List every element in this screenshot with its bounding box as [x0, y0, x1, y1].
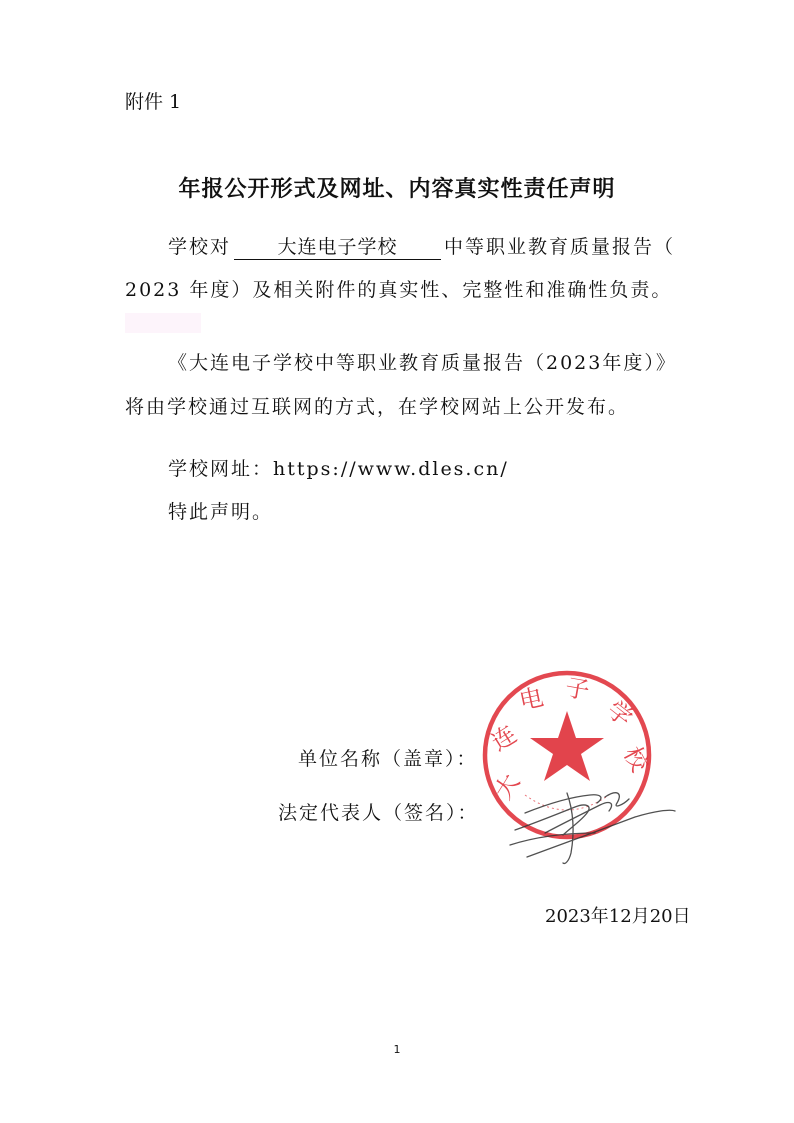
unit-name-label: 单位名称（盖章）：	[298, 748, 478, 770]
attachment-label: 附件 1	[125, 91, 182, 113]
seal-char: 大	[488, 769, 526, 805]
school-website: 学校网址：https://www.dles.cn/	[168, 458, 509, 480]
seal-char: 连	[486, 719, 522, 757]
paragraph-2-line-2: 将由学校通过互联网的方式，在学校网站上公开发布。	[125, 396, 630, 418]
page-title: 年报公开形式及网址、内容真实性责任声明	[178, 176, 616, 202]
paragraph-1-line-2: 2023 年度）及相关附件的真实性、完整性和准确性负责。	[125, 279, 673, 301]
seal-char: 学	[601, 695, 639, 733]
seal-char: 电	[516, 682, 546, 716]
paragraph-1-line-1	[168, 232, 675, 260]
school-name-field: 大连电子学校	[234, 232, 441, 260]
seal-char: 校	[618, 742, 655, 777]
legal-rep-label: 法定代表人（签名）：	[278, 802, 479, 824]
paragraph-2-line-1: 《大连电子学校中等职业教育质量报告（2023年度）》	[168, 352, 677, 374]
faint-mark	[125, 313, 201, 333]
signature-icon	[505, 775, 680, 870]
declaration-date: 2023年12月20日	[545, 906, 691, 927]
p1-suffix: 中等职业教育质量报告（	[444, 236, 676, 258]
seal-char: 子	[563, 673, 592, 705]
declaration-text: 特此声明。	[168, 501, 274, 523]
page-number: 1	[393, 1043, 401, 1056]
p1-prefix: 学校对	[168, 236, 232, 258]
